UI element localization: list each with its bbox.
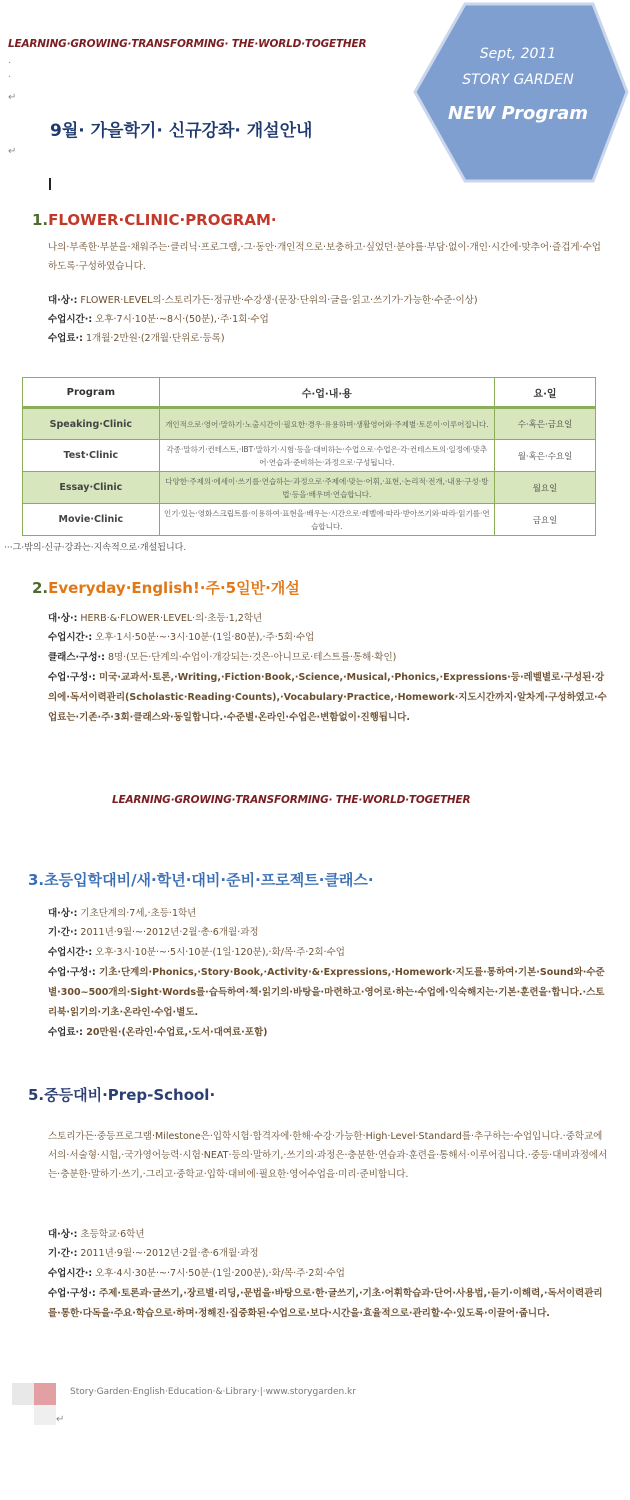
section-1-target — [48, 291, 478, 311]
label: 대·상·: — [48, 908, 78, 919]
section-5-title: 중등대비·Prep-School· — [44, 1086, 216, 1104]
program-name: Test·Clinic — [23, 440, 160, 472]
section-1-intro: 나의·부족한·부분을·채워주는·클리닉·프로그램,·그·동안·개인적으로·보충하고·싶었던·분야를·부담·없이·개인·시간에·맞추어·즐겁게·수업하도록·구성하였습니다. — [48, 242, 601, 272]
label: 수업·구성·: — [48, 672, 96, 683]
program-desc: 다양한·주제의·에세이·쓰기를·연습하는·과정으로·주제에·맞는·어휘,·표현,·논리적·전개,·내용·구성·방법·등을·배우며·연습합니다. — [159, 472, 494, 504]
paragraph-mark: · — [8, 58, 12, 69]
table-header-row — [23, 378, 596, 408]
value: 미국·교과서·토론,·Writing,·Fiction·Book,·Science,·Musical,·Phonics,·Expressions·등·레벨별로·구성된·강의에·독서이력관리(Scholastic·Reading·Counts),·Vocabulary·Practice,·Homework·지도시간까지·알차게·구성하였고·수업료는·기존·주·3회·클래스와·동일합니다.·수준별·온라인·수업은·변함없이·진행됩니다. — [48, 672, 607, 723]
label: 수업·구성·: — [48, 967, 96, 978]
paragraph-mark: ↵ — [8, 92, 17, 103]
logo-square-grey — [12, 1383, 34, 1405]
section-3-number: 3. — [28, 871, 45, 889]
badge-name: STORY GARDEN — [462, 72, 574, 88]
section-2-heading — [32, 577, 300, 598]
section-5-heading — [28, 1084, 215, 1105]
program-name: Movie·Clinic — [23, 504, 160, 536]
value: 2011년·9월·~·2012년·2월·총·6개월·과정 — [80, 1248, 259, 1259]
value: 오후·1시·50분·~·3시·10분·(1일·80분),·주·5회·수업 — [95, 632, 315, 643]
program-desc: 인기·있는·영화스크립트를·이용하여·표현을·배우는·시간으로·레벨에·따라·받아쓰기와·따라·읽기를·연습합니다. — [159, 504, 494, 536]
value: 기초·단계의·Phonics,·Story·Book,·Activity·&·Expressions,·Homework·지도를·통하여·기본·Sound와·수준별·300~500개의·Sight·Words를·습득하여·책·읽기의·바탕을·마련하고·영어로·하는·수업에·익숙해지는·기본·훈련을·합니다.·스토리북·읽기의·기초·온라인·수업·별도. — [48, 967, 605, 1018]
section-5-time — [48, 1264, 345, 1284]
program-day: 금요일 — [495, 504, 596, 536]
value: HERB·&·FLOWER·LEVEL·의·초등·1,2학년 — [80, 613, 263, 624]
section-2-target — [48, 609, 262, 629]
label: 수업시간·: — [48, 632, 93, 643]
label: 수업시간·: — [48, 1268, 93, 1279]
table-row — [23, 440, 596, 472]
logo-square-pink — [34, 1383, 56, 1405]
program-day: 월요일 — [495, 472, 596, 504]
value: 오후·4시·30분·~·7시·50분·(1일·200분),·화/목·주·2회·수업 — [95, 1268, 345, 1279]
section-3-content — [48, 963, 608, 1023]
logo-square-light — [34, 1405, 56, 1425]
header-content: 수·업·내·용 — [159, 378, 494, 408]
label: 수업시간·: — [48, 947, 93, 958]
label: 클래스·구성·: — [48, 652, 105, 663]
section-2-number: 2. — [32, 579, 49, 597]
section-3-target — [48, 904, 196, 924]
section-5-period — [48, 1244, 259, 1264]
header-day: 요·일 — [495, 378, 596, 408]
section-3-time — [48, 943, 345, 963]
section-3-title: 초등입학대비/새·학년·대비·준비·프로젝트·클래스· — [44, 871, 374, 889]
program-day: 수·혹은·금요일 — [495, 408, 596, 440]
label: 수업료·: — [48, 333, 83, 344]
table-row — [23, 504, 596, 536]
program-desc: 개인적으로·영어·말하기·노출시간이·필요한·경우·유용하며·생활영어와·주제별·토론이·이루어집니다. — [159, 408, 494, 440]
section-2-time — [48, 628, 314, 648]
program-badge — [405, 0, 630, 185]
section-1-time — [48, 310, 269, 330]
section-3-period — [48, 923, 259, 943]
badge-program: NEW Program — [447, 103, 589, 124]
table-row — [23, 408, 596, 440]
section-5-intro: 스토리가든·중등프로그램·Milestone은·입학시험·합격자에·한해·수강·가능한·High·Level·Standard를·추구하는·수업입니다.·중학교에서의·서술형·시험,·국가영어능력·시험·NEAT·등의·말하기,·쓰기의·과정은·충분한·연습과·훈련을·통해서·이루어집니다.·중등·대비과정에서는·충분한·말하기·쓰기,·그리고·중학교·입학·대비에·필요한·영어수업을·미리·준비합니다. — [48, 1131, 608, 1180]
paragraph-mark: ↵ — [8, 146, 17, 157]
value: 8명·(모든·단계의·수업이·개강되는·것은·아니므로·테스트를·통해·확인) — [107, 652, 397, 663]
section-1-fee — [48, 329, 225, 349]
header-program: Program — [23, 378, 160, 408]
label: 기·간·: — [48, 927, 78, 938]
label: 수업·구성·: — [48, 1288, 96, 1299]
label: 대·상·: — [48, 1229, 78, 1240]
paragraph-mark: ↵ — [56, 1414, 65, 1425]
section-5-target — [48, 1225, 145, 1245]
footer-text: Story·Garden·English·Education·&·Library·|·www.storygarden.kr — [70, 1387, 356, 1397]
program-day: 월·혹은·수요일 — [495, 440, 596, 472]
value: 1개월·2만원·(2개월·단위로·등록) — [85, 333, 225, 344]
section-1-heading — [32, 211, 277, 229]
program-desc: 각종·말하기·컨테스트,·IBT·말하기·시험·등을·대비하는·수업으로·수업은·각·컨테스트의·일정에·맞추어·연습과·준비하는·과정으로·구성됩니다. — [159, 440, 494, 472]
slogan-middle: LEARNING·GROWING·TRANSFORMING· THE·WORLD·TOGETHER — [112, 794, 471, 806]
section-1-note: ···그·밖의·신규·강좌는·지속적으로·개설됩니다. — [4, 543, 187, 553]
paragraph-mark: · — [8, 72, 12, 83]
section-5-content — [48, 1284, 608, 1324]
section-2-content — [48, 668, 608, 728]
section-2-class — [48, 648, 396, 668]
value: 오후·7시·10분·~8시·(50분),·주·1회·수업 — [95, 314, 269, 325]
value: 20만원·(온라인·수업료,·도서·대여료·포함) — [86, 1027, 268, 1038]
program-table — [22, 377, 596, 536]
section-1-number: 1. — [32, 211, 49, 229]
section-2-title: Everyday·English!·주·5일반·개설 — [48, 579, 300, 597]
table-row — [23, 472, 596, 504]
label: 대·상·: — [48, 295, 78, 306]
value: 기초단계의·7세,·초등·1학년 — [80, 908, 197, 919]
label: 수업시간·: — [48, 314, 93, 325]
program-name: Speaking·Clinic — [23, 408, 160, 440]
value: 오후·3시·10분·~·5시·10분·(1일·120분),·화/목·주·2회·수업 — [95, 947, 345, 958]
value: 주제·토론과·글쓰기,·장르별·리딩,·문법을·바탕으로·한·글쓰기,·기초·어휘학습과·단어·사용법,·듣기·이해력,·독서이력관리를·통한·다독을·주요·학습으로·하며·정해진·집중화된·수업으로·보다·시간을·효율적으로·관리할·수·있도록·이끌어·줍니다. — [48, 1288, 603, 1319]
slogan: LEARNING·GROWING·TRANSFORMING· THE·WORLD·TOGETHER — [8, 38, 367, 50]
label: 대·상·: — [48, 613, 78, 624]
value: 초등학교·6학년 — [80, 1229, 145, 1240]
badge-date: Sept, 2011 — [479, 46, 557, 62]
value: 2011년·9월·~·2012년·2월·총·6개월·과정 — [80, 927, 259, 938]
program-name: Essay·Clinic — [23, 472, 160, 504]
label: 수업료·: — [48, 1027, 83, 1038]
page-title: 9월· 가을학기· 신규강좌· 개설안내 — [50, 121, 313, 141]
value: FLOWER·LEVEL의·스토리가든·정규반·수강생·(문장·단위의·글을·읽고·쓰기가·가능한·수준·이상) — [80, 295, 478, 306]
section-3-heading — [28, 869, 374, 890]
text-cursor — [49, 178, 51, 190]
section-1-title: FLOWER·CLINIC·PROGRAM· — [48, 211, 277, 229]
label: 기·간·: — [48, 1248, 78, 1259]
section-3-fee — [48, 1023, 267, 1043]
section-5-number: 5. — [28, 1086, 45, 1104]
